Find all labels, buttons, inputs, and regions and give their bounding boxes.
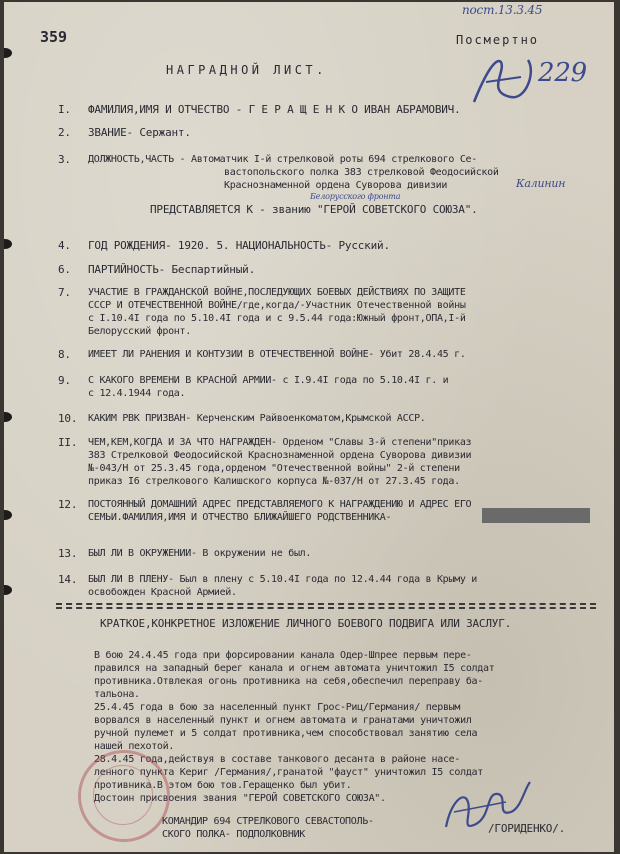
- presented-line: ПРЕДСТАВЛЯЕТСЯ К - званию "ГЕРОЙ СОВЕТСКОГО СОЮЗА".: [150, 203, 478, 216]
- redaction-block: [482, 508, 590, 523]
- separator-line: [56, 607, 596, 609]
- summary-line: 28.4.45 года,действуя в составе танкового десанта в районе насе-: [94, 754, 461, 765]
- field-captivity-line: БЫЛ ЛИ В ПЛЕНУ- Был в плену с 5.10.4I года по 12.4.44 года в Крыму и: [88, 574, 477, 585]
- summary-line: нашей пехотой.: [94, 741, 175, 752]
- field-conscription: КАКИМ РВК ПРИЗВАН- Керченским Райвоенкоматом,Крымской АССР.: [88, 413, 426, 424]
- field-number: 10.: [58, 412, 78, 425]
- field-number: 14.: [58, 573, 78, 586]
- summary-heading: КРАТКОЕ,КОНКРЕТНОЕ ИЗЛОЖЕНИЕ ЛИЧНОГО БОЕВОГО ПОДВИГА ИЛИ ЗАСЛУГ.: [100, 617, 512, 630]
- punch-hole: [4, 48, 12, 58]
- field-rank: ЗВАНИЕ- Сержант.: [88, 126, 191, 139]
- summary-line: правился на западный берег канала и огнем автомата уничтожил I5 солдат: [94, 663, 495, 674]
- summary-line: ручной пулемет и 5 солдат противника,чем способствовал занятию села: [94, 728, 478, 739]
- field-encirclement: БЫЛ ЛИ В ОКРУЖЕНИИ- В окружении не был.: [88, 548, 312, 559]
- field-number: 9.: [58, 374, 71, 387]
- handwritten-number: 229: [538, 58, 588, 88]
- posthumous-label: Посмертно: [456, 33, 540, 47]
- handwritten-mark-icon: [466, 52, 546, 110]
- field-full-name: ФАМИЛИЯ,ИМЯ И ОТЧЕСТВО - Г Е Р А Щ Е Н К О ИВАН АБРАМОВИЧ.: [88, 103, 461, 116]
- field-number: I.: [58, 103, 71, 116]
- field-participation-line: с I.10.4I года по 5.10.4I года и с 9.5.44 года:Южный фронт,ОПА,I-й: [88, 313, 466, 324]
- field-number: 6.: [58, 263, 71, 276]
- field-awards-line: №-043/Н от 25.3.45 года,орденом "Отечественной войны" 2-й степени: [88, 463, 460, 474]
- page-number: 359: [40, 28, 68, 46]
- field-participation-line: УЧАСТИЕ В ГРАЖДАНСКОЙ ВОЙНЕ,ПОСЛЕДУЮЩИХ БОЕВЫХ ДЕЙСТВИЯХ ПО ЗАЩИТЕ: [88, 287, 466, 298]
- field-awards-line: 383 Стрелковой Феодосийской Краснознаменной ордена Суворова дивизии: [88, 450, 472, 461]
- field-participation-line: Белорусский фронт.: [88, 326, 191, 337]
- commander-name: /ГОРИДЕНКО/.: [488, 822, 566, 835]
- document-title: НАГРАДНОЙ ЛИСТ.: [166, 63, 327, 77]
- field-captivity-line: освобожден Красной Армией.: [88, 587, 237, 598]
- field-number: 12.: [58, 498, 78, 511]
- field-number: 3.: [58, 153, 71, 166]
- separator-line: [56, 603, 596, 605]
- handwritten-front-insert: Белорусского фронта: [310, 192, 401, 201]
- punch-hole: [4, 412, 12, 422]
- summary-line: 25.4.45 года в бою за населенный пункт Грос-Риц/Германия/ первым: [94, 702, 461, 713]
- field-birth-nationality: ГОД РОЖДЕНИЯ- 1920. 5. НАЦИОНАЛЬНОСТЬ- Русский.: [88, 239, 390, 252]
- field-participation-line: СССР И ОТЕЧЕСТВЕННОЙ ВОЙНЕ/где,когда/-Участник Отечественной войны: [88, 300, 466, 311]
- summary-line: Достоин присвоения звания "ГЕРОЙ СОВЕТСКОГО СОЮЗА".: [94, 793, 386, 804]
- summary-line: ворвался в населенный пункт и огнем автомата и гранатами уничтожил: [94, 715, 472, 726]
- summary-line: В бою 24.4.45 года при форсировании канала Одер-Шпрее первым пере-: [94, 650, 472, 661]
- round-stamp-inner-ring: [93, 765, 153, 825]
- top-stamp-note: пост.13.3.45: [462, 3, 543, 17]
- punch-hole: [4, 510, 12, 520]
- summary-line: противника.В этом бою тов.Геращенко был убит.: [94, 780, 352, 791]
- field-number: 2.: [58, 126, 71, 139]
- commander-title: КОМАНДИР 694 СТРЕЛКОВОГО СЕВАСТОПОЛЬ-: [162, 816, 374, 827]
- punch-hole: [4, 585, 12, 595]
- field-position-line: вастопольского полка 383 стрелковой Феодосийской: [224, 167, 499, 178]
- field-awards-line: ЧЕМ,КЕМ,КОГДА И ЗА ЧТО НАГРАЖДЕН- Орденом "Славы 3-й степени"приказ: [88, 437, 472, 448]
- field-number: 13.: [58, 547, 78, 560]
- commander-title: СКОГО ПОЛКА- ПОДПОЛКОВНИК: [162, 829, 306, 840]
- field-address-line: СЕМЬИ.ФАМИЛИЯ,ИМЯ И ОТЧЕСТВО БЛИЖАЙШЕГО РОДСТВЕННИКА-: [88, 512, 392, 523]
- field-party: ПАРТИЙНОСТЬ- Беспартийный.: [88, 263, 255, 276]
- field-number: 8.: [58, 348, 71, 361]
- round-stamp: [78, 750, 170, 842]
- summary-line: противника.Отвлекая огонь противника на себя,обеспечил переправу ба-: [94, 676, 483, 687]
- field-number: 7.: [58, 286, 71, 299]
- summary-line: тальона.: [94, 689, 140, 700]
- summary-line: ленного пункта Кериг /Германия/,гранатой "фауст" уничтожил I5 солдат: [94, 767, 483, 778]
- award-sheet: [4, 2, 614, 852]
- handwritten-division-note: Калинин: [516, 177, 566, 190]
- field-wounds: ИМЕЕТ ЛИ РАНЕНИЯ И КОНТУЗИИ В ОТЕЧЕСТВЕННОЙ ВОЙНЕ- Убит 28.4.45 г.: [88, 349, 466, 360]
- field-number: 4.: [58, 239, 71, 252]
- field-awards-line: приказ I6 стрелкового Калишского корпуса №-037/Н от 27.3.45 года.: [88, 476, 460, 487]
- field-address-line: ПОСТОЯННЫЙ ДОМАШНИЙ АДРЕС ПРЕДСТАВЛЯЕМОГО К НАГРАЖДЕНИЮ И АДРЕС ЕГО: [88, 499, 472, 510]
- punch-hole: [4, 239, 12, 249]
- field-service-line: С КАКОГО ВРЕМЕНИ В КРАСНОЙ АРМИИ- с I.9.4I года по 5.10.4I г. и: [88, 375, 449, 386]
- field-position-line: ДОЛЖНОСТЬ,ЧАСТЬ - Автоматчик I-й стрелковой роты 694 стрелкового Се-: [88, 154, 477, 165]
- field-position-line: Краснознаменной ордена Суворова дивизии: [224, 180, 448, 191]
- field-service-line: с 12.4.1944 года.: [88, 388, 186, 399]
- field-number: II.: [58, 436, 78, 449]
